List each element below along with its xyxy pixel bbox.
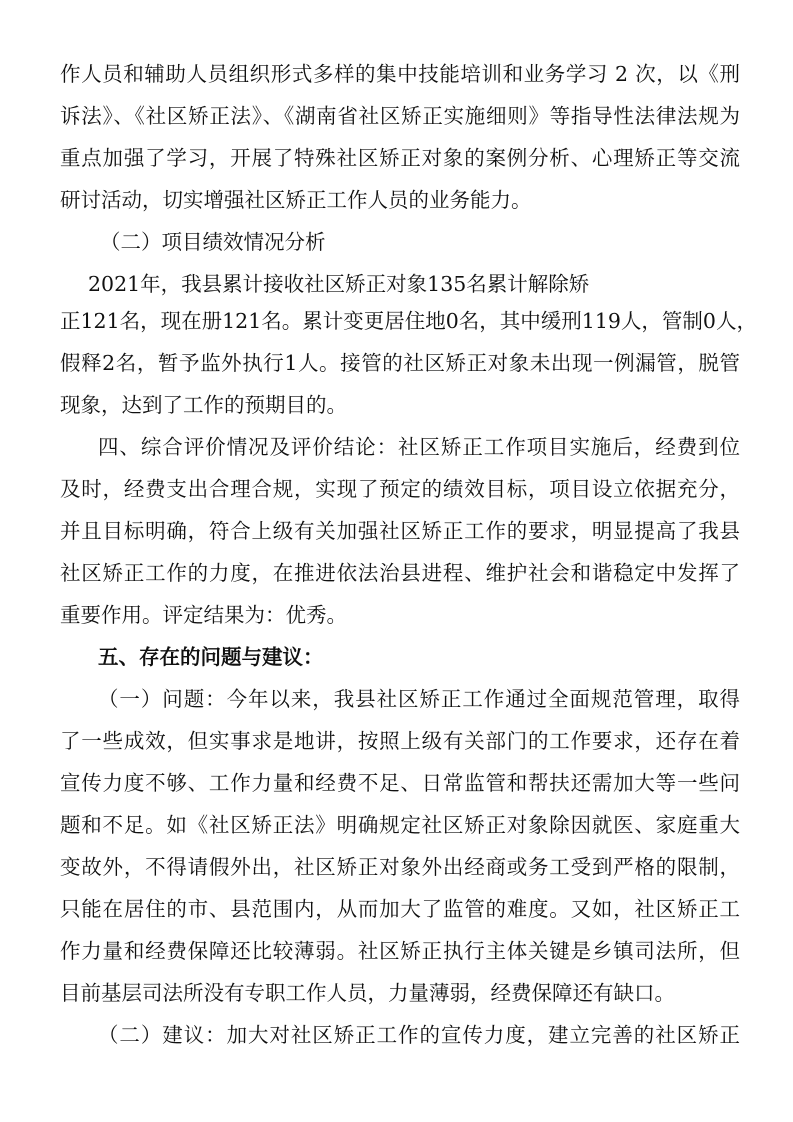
body-text-line: 重点加强了学习，开展了特殊社区矫正对象的案例分析、心理矫正等交流 (60, 146, 740, 170)
body-text-line: 及时，经费支出合理合规，实现了预定的绩效目标，项目设立依据充分， (60, 477, 740, 501)
body-text-line: 宣传力度不够、工作力量和经费不足、日常监管和帮扶还需加大等一些问 (60, 771, 740, 795)
body-text-line: 假释2名，暂予监外执行1人。接管的社区矫正对象未出现一例漏管，脱管 (60, 351, 740, 375)
body-text-line: （二）建议：加大对社区矫正工作的宣传力度，建立完善的社区矫正 (98, 1023, 740, 1047)
body-text-line: 只能在居住的市、县范围内，从而加大了监管的难度。又如，社区矫正工 (60, 897, 740, 921)
body-text-line: 变故外，不得请假外出，社区矫正对象外出经商或务工受到严格的限制， (60, 855, 740, 879)
body-text-line: 研讨活动，切实增强社区矫正工作人员的业务能力。 (60, 188, 532, 212)
section-heading: （二）项目绩效情况分析 (100, 230, 326, 254)
body-text-line: 作力量和经费保障还比较薄弱。社区矫正执行主体关键是乡镇司法所，但 (60, 939, 740, 963)
body-text-line: 现象，达到了工作的预期目的。 (60, 393, 347, 417)
body-text-line: 重要作用。评定结果为：优秀。 (60, 603, 347, 627)
body-text-line: 题和不足。如《社区矫正法》明确规定社区矫正对象除因就医、家庭重大 (60, 813, 740, 837)
body-text-line: 诉法》、《社区矫正法》、《湖南省社区矫正实施细则》等指导性法律法规为 (60, 104, 740, 128)
body-text-line: 目前基层司法所没有专职工作人员，力量薄弱，经费保障还有缺口。 (60, 981, 675, 1005)
body-text-line: 并且目标明确，符合上级有关加强社区矫正工作的要求，明显提高了我县 (60, 519, 740, 543)
body-text-line: 正121名，现在册121名。累计变更居住地0名，其中缓刑119人，管制0人， (60, 309, 757, 333)
body-text-line: （一）问题：今年以来，我县社区矫正工作通过全面规范管理，取得 (98, 687, 740, 711)
body-text-line: 2021年，我县累计接收社区矫正对象135名累计解除矫 (88, 272, 590, 296)
body-text-line: 作人员和辅助人员组织形式多样的集中技能培训和业务学习 2 次，以《刑 (60, 62, 740, 86)
body-text-line: 了一些成效，但实事求是地讲，按照上级有关部门的工作要求，还存在着 (60, 729, 740, 753)
section-heading-bold: 五、存在的问题与建议： (98, 645, 324, 669)
body-text-line: 社区矫正工作的力度，在推进依法治县进程、维护社会和谐稳定中发挥了 (60, 561, 740, 585)
body-text-line: 四、综合评价情况及评价结论：社区矫正工作项目实施后，经费到位 (98, 435, 740, 459)
